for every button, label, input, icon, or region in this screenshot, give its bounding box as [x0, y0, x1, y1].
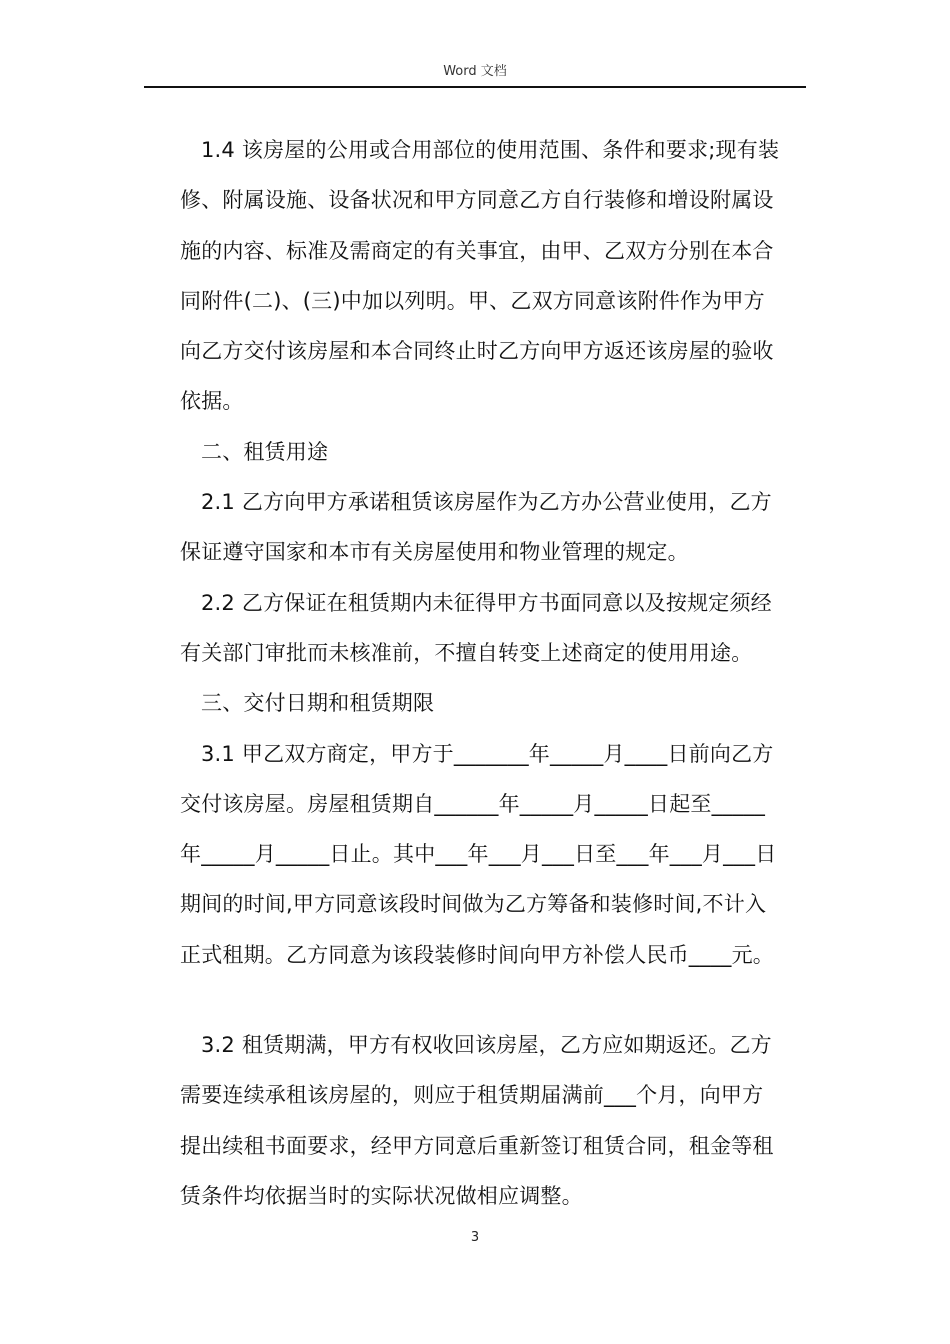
paragraph-3-1 — [180, 729, 802, 980]
text-line: 修、附属设施、设备状况和甲方同意乙方自行装修和增设附属设 — [180, 188, 774, 213]
section-heading: 三、交付日期和租赁期限 — [201, 691, 435, 716]
paragraph-2-1 — [180, 477, 802, 578]
text-line: 1.4 该房屋的公用或合用部位的使用范围、条件和要求;现有装 — [201, 138, 780, 162]
text-line: 期间的时间,甲方同意该段时间做为乙方筹备和装修时间,不计入 — [180, 892, 767, 917]
text-line: 向乙方交付该房屋和本合同终止时乙方向甲方返还该房屋的验收 — [180, 339, 774, 364]
text-line: 2.2 乙方保证在租赁期内未征得甲方书面同意以及按规定须经 — [201, 590, 772, 615]
header-divider — [144, 86, 806, 88]
section-heading-term — [180, 678, 802, 728]
text-line: 赁条件均依据当时的实际状况做相应调整。 — [180, 1183, 583, 1208]
paragraph-3-2 — [180, 1020, 802, 1221]
text-line: 提出续租书面要求，经甲方同意后重新签订租赁合同，租金等租 — [180, 1133, 774, 1158]
text-line: 依据。 — [180, 389, 244, 414]
page-header: Word 文档 — [443, 64, 507, 79]
text-line: 交付该房屋。房屋租赁期自______年_____月_____日起至_____ — [180, 791, 766, 816]
document-body-upper — [180, 125, 802, 980]
text-line: 正式租期。乙方同意为该段装修时间向甲方补偿人民币____元。 — [180, 942, 774, 967]
paragraph-2-2 — [180, 578, 802, 679]
section-heading: 二、租赁用途 — [201, 439, 329, 464]
text-line: 3.2 租赁期满，甲方有权收回该房屋，乙方应如期返还。乙方 — [201, 1033, 772, 1057]
text-line: 需要连续承租该房屋的，则应于租赁期届满前___个月，向甲方 — [180, 1083, 764, 1108]
paragraph-1-4 — [180, 125, 802, 427]
text-line: 保证遵守国家和本市有关房屋使用和物业管理的规定。 — [180, 540, 689, 565]
text-line: 同附件(二)、(三)中加以列明。甲、乙双方同意该附件作为甲方 — [180, 288, 765, 313]
document-body-lower — [180, 1020, 802, 1221]
text-line: 有关部门审批而未核准前，不擅自转变上述商定的使用用途。 — [180, 640, 753, 665]
text-line: 2.1 乙方向甲方承诺租赁该房屋作为乙方办公营业使用，乙方 — [201, 490, 772, 515]
text-line: 年_____月_____日止。其中___年___月___日至___年___月___日 — [180, 842, 777, 867]
section-heading-usage — [180, 427, 802, 477]
text-line: 施的内容、标准及需商定的有关事宜，由甲、乙双方分别在本合 — [180, 238, 774, 263]
text-line: 3.1 甲乙双方商定，甲方于_______年_____月____日前向乙方 — [201, 741, 774, 766]
page-number: 3 — [470, 1230, 480, 1245]
